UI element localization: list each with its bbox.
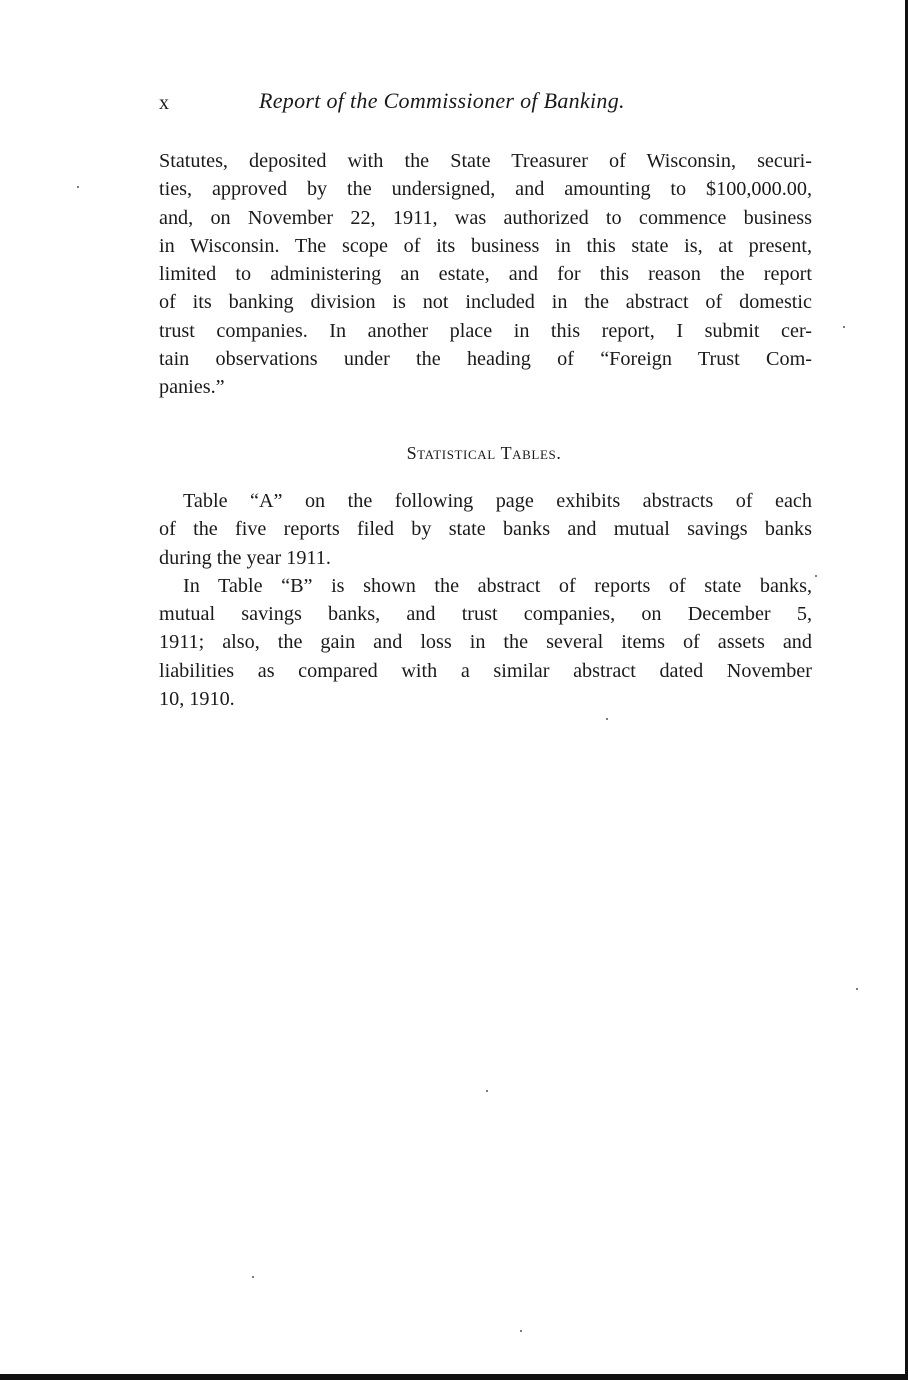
section-heading: Statistical Tables. [406, 443, 562, 463]
text-line: ties, approved by the undersigned, and amounting to $100,000.00, [159, 178, 812, 201]
running-title: Report of the Commissioner of Banking. [259, 88, 625, 113]
text-line: trust companies. In another place in this report, I submit cer- [159, 319, 812, 342]
text-line: mutual savings banks, and trust companies, on December 5, [159, 603, 812, 626]
text-line: of its banking division is not included in the abstract of domestic [159, 291, 812, 314]
text-line: Statutes, deposited with the State Treasurer of Wisconsin, securi- [159, 150, 812, 172]
statistical-tables-text [159, 487, 812, 713]
text-line: limited to administering an estate, and for this reason the report [159, 263, 812, 286]
text-line: panies.” [159, 376, 225, 399]
text-line: 10, 1910. [159, 688, 235, 711]
scan-speck [520, 1330, 522, 1332]
page-number: x [159, 92, 169, 114]
text-line: Table “A” on the following page exhibits abstracts of each [183, 490, 812, 512]
paragraph-continuation [159, 147, 812, 402]
scan-speck [486, 1090, 488, 1092]
text-line: In Table “B” is shown the abstract of reports of state banks, [183, 574, 812, 597]
scan-speck [815, 575, 817, 577]
scan-speck [843, 326, 845, 328]
text-line: in Wisconsin. The scope of its business in this state is, at present, [159, 234, 812, 257]
scan-speck [77, 186, 79, 188]
scan-speck [252, 1276, 254, 1278]
text-line: during the year 1911. [159, 546, 331, 569]
running-head [159, 88, 811, 122]
page-edge-bottom [0, 1374, 908, 1380]
text-line: 1911; also, the gain and loss in the several items of assets and [159, 631, 812, 654]
text-line: and, on November 22, 1911, was authorized to commence business [159, 206, 812, 229]
text-line: of the five reports filed by state banks and mutual savings banks [159, 518, 812, 541]
scan-speck [606, 718, 608, 720]
text-line: tain observations under the heading of “Foreign Trust Com- [159, 348, 812, 371]
scan-speck [856, 988, 858, 990]
text-line: liabilities as compared with a similar abstract dated November [159, 659, 812, 682]
